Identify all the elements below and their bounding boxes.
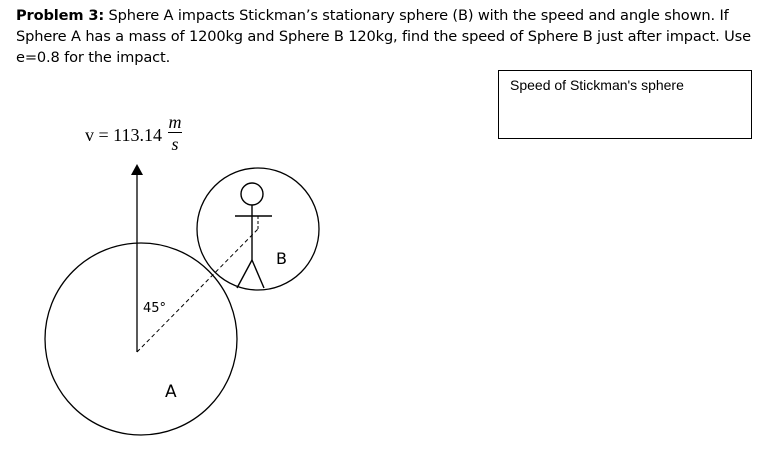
problem-text: Sphere A impacts Stickman’s stationary sphere (B) with the speed and angle shown. If Sphere A has a mass of 1200kg and Sphere B 120kg, find the speed of Sphere B just after impact. Use e=0.8 for the impact. bbox=[16, 7, 751, 66]
velocity-unit-denominator: s bbox=[171, 134, 179, 154]
velocity-unit-numerator: m bbox=[168, 112, 182, 132]
sphere-a bbox=[45, 243, 237, 435]
sphere-a-label: A bbox=[165, 382, 177, 402]
velocity-arrowhead bbox=[131, 164, 143, 175]
answer-label: Speed of Stickman's sphere bbox=[510, 77, 684, 93]
problem-label: Problem 3: bbox=[16, 7, 105, 24]
angle-label: 45° bbox=[143, 301, 167, 316]
sphere-b-label: B bbox=[276, 249, 287, 268]
line-of-impact bbox=[137, 229, 258, 352]
stickman-icon bbox=[235, 183, 272, 288]
velocity-value: v = 113.14 bbox=[85, 125, 162, 145]
